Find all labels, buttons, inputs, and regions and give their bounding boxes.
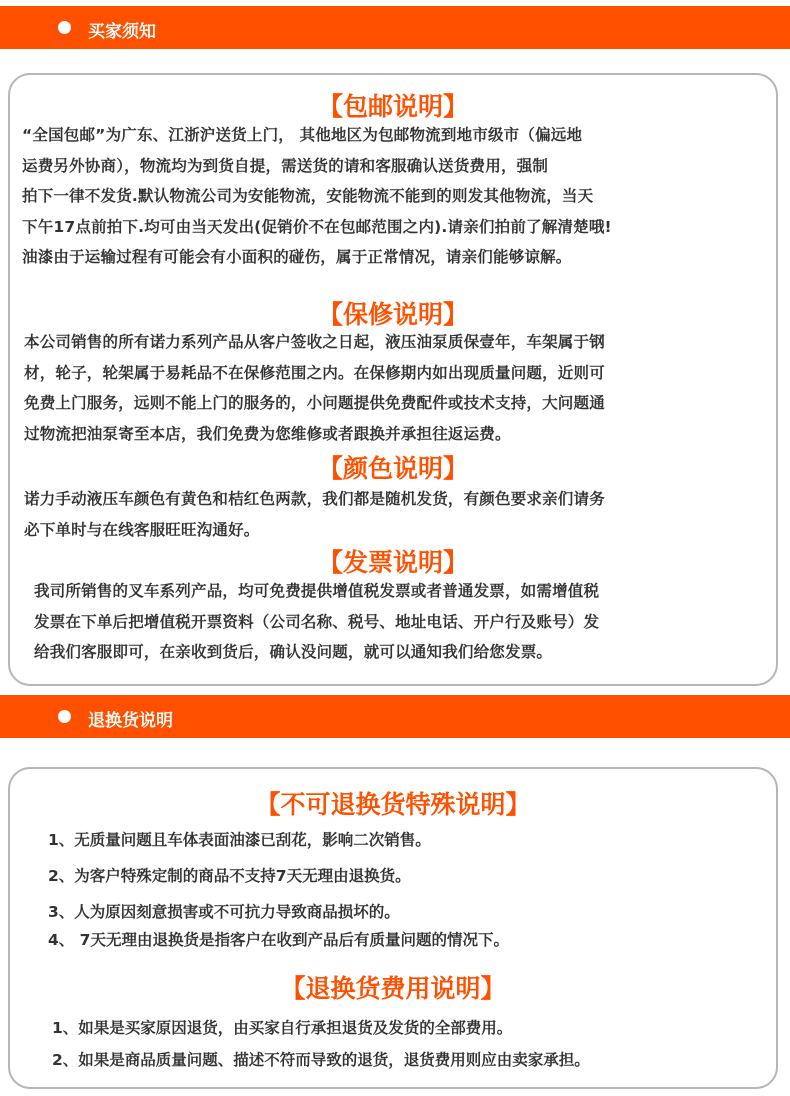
- invoice-heading: 【发票说明】: [317, 548, 468, 577]
- warranty-heading: 【保修说明】: [317, 300, 468, 329]
- warranty-line: 本公司销售的所有诺力系列产品从客户签收之日起，液压油泵质保壹年，车架属于钢: [24, 333, 605, 351]
- shipping-line: 拍下一律不发货.默认物流公司为安能物流，安能物流不能到的则发其他物流，当天: [22, 187, 594, 205]
- invoice-line: 发票在下单后把增值税开票资料（公司名称、税号、地址电话、开户行及账号）发: [34, 612, 600, 631]
- fees-item: 2、如果是商品质量问题、描述不符而导致的退货，退货费用则应由卖家承担。: [52, 1051, 590, 1069]
- notice-banner-title: 买家须知: [88, 22, 156, 42]
- shipping-heading: 【包邮说明】: [317, 92, 468, 121]
- bullet-dot-icon: [58, 710, 71, 723]
- color-line: 必下单时与在线客服旺旺沟通好。: [24, 520, 260, 539]
- invoice-text: [34, 576, 599, 668]
- returns-banner: [0, 695, 790, 738]
- fees-heading: 【退换货费用说明】: [280, 974, 506, 1003]
- special-item: 4、 7天无理由退换货是指客户在收到产品后有质量问题的情况下。: [48, 931, 509, 949]
- warranty-text: [24, 327, 605, 449]
- returns-banner-title: 退换货说明: [88, 711, 173, 731]
- notice-banner: [0, 6, 790, 49]
- special-heading: 【不可退换货特殊说明】: [255, 790, 531, 819]
- returns-card: [8, 767, 778, 1089]
- special-item: 2、为客户特殊定制的商品不支持7天无理由退换货。: [48, 867, 411, 885]
- notice-card: [8, 73, 778, 686]
- special-item: 3、人为原因刻意损害或不可抗力导致商品损坏的。: [48, 903, 400, 921]
- shipping-line: “全国包邮”为广东、江浙沪送货上门， 其他地区为包邮物流到地市级市（偏远地: [22, 126, 583, 144]
- shipping-line: 下午17点前拍下.均可由当天发出(促销价不在包邮范围之内).请亲们拍前了解清楚哦!: [22, 217, 612, 236]
- warranty-line: 免费上门服务，远则不能上门的服务的，小问题提供免费配件或技术支持，大问题通: [24, 394, 605, 412]
- bullet-dot-icon: [58, 21, 71, 34]
- warranty-line: 过物流把油泵寄至本店，我们免费为您维修或者跟换并承担往返运费。: [24, 424, 511, 443]
- color-text: [24, 484, 605, 545]
- shipping-line: 油漆由于运输过程有可能会有小面积的碰伤，属于正常情况，请亲们能够谅解。: [22, 248, 572, 266]
- invoice-line: 给我们客服即可，在亲收到货后，确认没问题，就可以通知我们给您发票。: [34, 643, 553, 661]
- invoice-line: 我司所销售的叉车系列产品，均可免费提供增值税发票或者普通发票，如需增值税: [34, 582, 600, 600]
- warranty-line: 材，轮子，轮架属于易耗品不在保修范围之内。在保修期内如出现质量问题，近则可: [24, 363, 605, 382]
- fees-item: 1、如果是买家原因退货，由买家自行承担退货及发货的全部费用。: [52, 1019, 513, 1037]
- shipping-line: 运费另外协商），物流均为到货自提，需送货的请和客服确认送货费用，强制: [22, 156, 549, 175]
- special-item: 1、无质量问题且车体表面油漆已刮花，影响二次销售。: [48, 831, 431, 849]
- color-heading: 【颜色说明】: [317, 454, 468, 483]
- shipping-text: [22, 120, 612, 273]
- color-line: 诺力手动液压车颜色有黄色和桔红色两款，我们都是随机发货，有颜色要求亲们请务: [24, 490, 605, 508]
